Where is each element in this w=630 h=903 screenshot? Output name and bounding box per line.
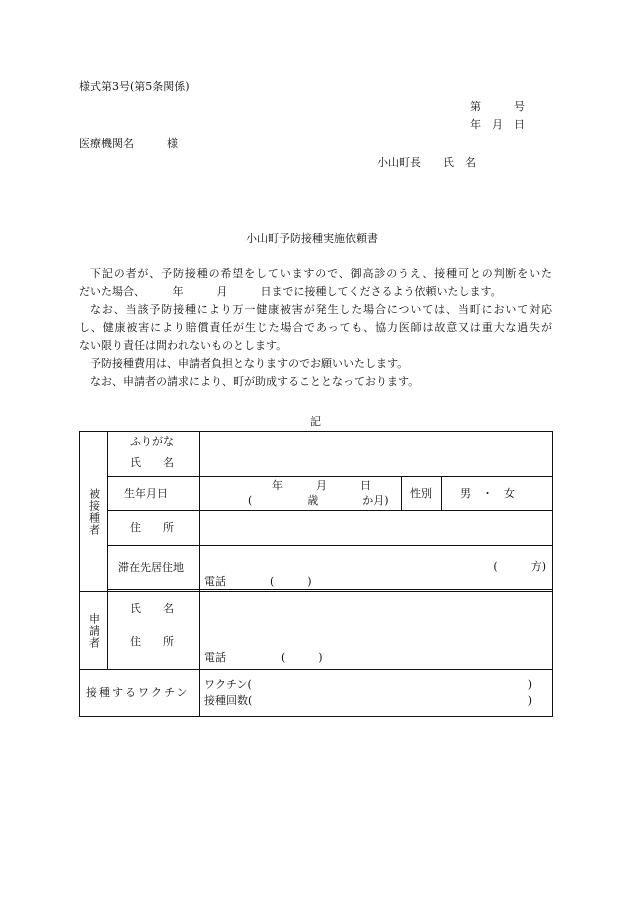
applicant-section-cell [80,592,108,670]
applicant-phone-label: 電話 ( ) [204,651,323,665]
sex-options-field[interactable] [442,476,553,510]
birthdate-values: 年 月 日 [272,478,371,492]
name-label: 氏 名 [130,456,174,469]
document-title: 小山町予防接種実施依頼書 [246,232,378,245]
furigana-name-label-cell [108,432,200,477]
dose-line: 接種回数( [204,694,253,708]
paragraph-2-line-3: ない限り責任は問われないものとします。 [79,339,288,352]
care-of-label: ( 方) [493,559,547,573]
stay-phone-label: 電話 ( ) [204,574,312,588]
vaccine-label-cell [80,670,200,717]
paragraph-3: 予防接種費用は、申請者負担となりますのでお願いいたします。 [90,357,409,370]
applicant-address-label-cell [108,627,200,670]
applicant-field[interactable] [200,592,553,670]
applicant-section-label: 申請者 [87,612,101,649]
age-values: ( 歳 か月) [248,493,389,507]
stay-address-label: 滞在先居住地 [118,560,184,574]
document-number: 第 号 [470,100,525,113]
sex-label-cell [402,476,442,510]
form-number: 様式第3号(第5条関係) [79,80,190,93]
vaccine-label: 接種するワクチン [86,686,190,700]
stay-address-field[interactable] [200,545,553,590]
patient-name-field[interactable] [200,432,553,477]
birthdate-label-cell [108,476,200,510]
addressee: 医療機関名 様 [79,137,178,150]
paragraph-1-line-2: だいた場合、 年 月 日までに接種してくださるよう依頼いたします。 [79,285,502,298]
dose-close-paren: ) [527,694,533,708]
applicant-name-label: 氏 名 [130,602,174,616]
paragraph-4: なお、申請者の請求により、町が助成することとなっております。 [90,375,420,388]
sex-label: 性別 [410,486,432,500]
patient-section-label: 被接種者 [87,487,101,536]
document-date: 年 月 日 [470,118,525,131]
vaccine-line: ワクチン( [204,678,252,692]
patient-section-cell [80,432,108,592]
sex-options: 男 ・ 女 [460,486,515,500]
vaccine-field[interactable] [200,670,553,717]
stay-address-label-cell [108,545,200,590]
vaccine-close-paren: ) [527,678,533,692]
patient-address-field[interactable] [200,511,553,545]
address-label: 住 所 [130,521,174,535]
address-label-cell [108,511,200,545]
application-form-table [79,431,553,717]
paragraph-1-line-1: 下記の者が、予防接種の希望をしていますので、御高診のうえ、接種可との判断をいた [90,267,552,280]
applicant-address-label: 住 所 [130,635,174,649]
applicant-name-label-cell [108,592,200,627]
sender: 小山町長 氏 名 [377,156,476,169]
ki-heading: 記 [310,415,321,428]
furigana-label: ふりがな [130,435,174,448]
paragraph-2-line-2: し、健康被害により賠償責任が生じた場合であっても、協力医師は故意又は重大な過失が [79,321,552,334]
paragraph-2-line-1: なお、当該予防接種により万一健康被害が発生した場合については、当町において対応 [90,303,552,316]
birthdate-field[interactable] [200,476,402,510]
body-text [79,265,552,391]
birthdate-label: 生年月日 [124,486,168,500]
